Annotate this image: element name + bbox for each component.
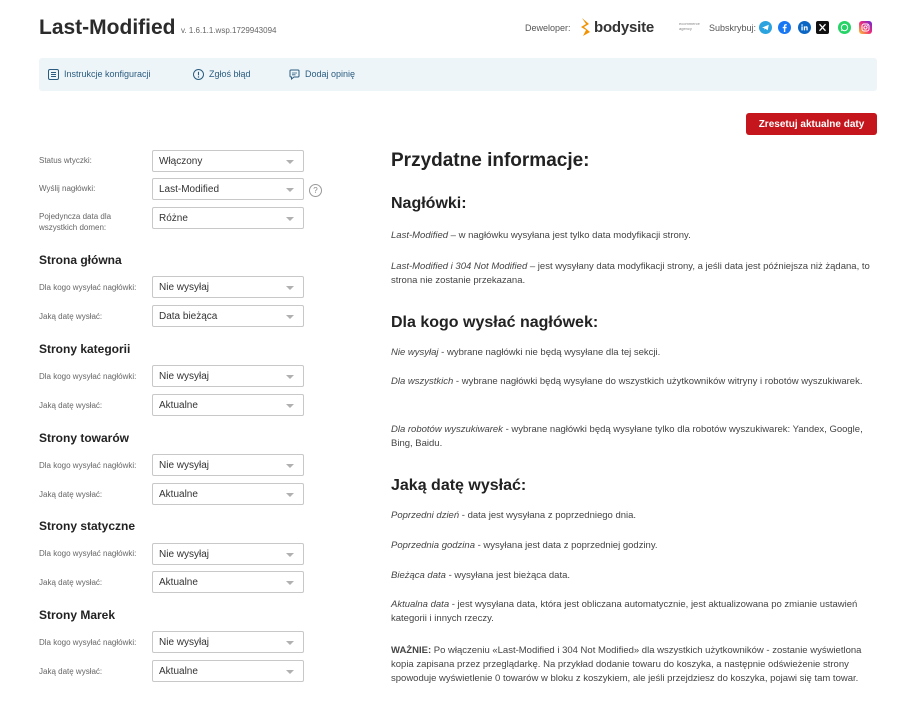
info-term: Poprzedni dzień (391, 510, 460, 521)
info-title: Przydatne informacje: (391, 150, 590, 171)
page-header (39, 14, 879, 46)
info-text: - wysyłana jest bieżąca data. (445, 570, 571, 581)
version-label: v. 1.6.1.1.wsp.1729943094 (181, 26, 277, 35)
help-icon[interactable]: ? (309, 184, 322, 197)
categories-who-select[interactable] (152, 365, 304, 387)
telegram-icon[interactable] (759, 21, 772, 34)
select-value: Aktualne (159, 489, 198, 500)
list-icon (48, 69, 59, 80)
chevron-down-icon (286, 670, 294, 674)
section-title-static: Strony statyczne (39, 519, 136, 533)
subscribe-label: Subskrybuj: (709, 23, 757, 33)
who-label: Dla kogo wysyłać nagłówki: (39, 638, 137, 647)
x-icon[interactable] (816, 21, 829, 34)
date-label: Jaką datę wysłać: (39, 312, 103, 321)
section-title-categories: Strony kategorii (39, 342, 131, 356)
chevron-down-icon (286, 641, 294, 645)
info-text: - data jest wysyłana z poprzedniego dnia. (459, 510, 637, 521)
products-date-select[interactable] (152, 483, 304, 505)
single-date-label: Pojedyncza data dla wszystkich domen: (39, 212, 112, 232)
info-paragraph (391, 346, 881, 360)
info-paragraph (391, 598, 881, 626)
chevron-down-icon (286, 464, 294, 468)
headers-value: Last-Modified (159, 184, 220, 195)
static-date-select[interactable] (152, 571, 304, 593)
date-label: Jaką datę wysłać: (39, 667, 103, 676)
info-paragraph (391, 539, 881, 553)
home-date-select[interactable] (152, 305, 304, 327)
developer-label: Deweloper: (525, 23, 571, 33)
select-value: Aktualne (159, 577, 198, 588)
select-value: Aktualne (159, 666, 198, 677)
chevron-down-icon (286, 493, 294, 497)
status-value: Włączony (159, 156, 203, 167)
select-value: Aktualne (159, 400, 198, 411)
info-text: – w nagłówku wysyłana jest tylko data modyfikacji strony. (448, 230, 691, 241)
info-paragraph (391, 509, 881, 523)
who-label: Dla kogo wysyłać nagłówki: (39, 283, 137, 292)
headers-info-title: Nagłówki: (391, 195, 467, 212)
info-term: Last-Modified (391, 230, 449, 241)
section-title-home: Strona główna (39, 253, 122, 267)
status-select[interactable] (152, 150, 304, 172)
info-text: - wybrane nagłówki będą wysyłane do wszystkich użytkowników witryny i robotów wyszukiwarek. (453, 376, 863, 387)
who-label: Dla kogo wysyłać nagłówki: (39, 461, 137, 470)
brands-who-select[interactable] (152, 631, 304, 653)
info-term: Bieżąca data (391, 570, 446, 581)
select-value: Nie wysyłaj (159, 282, 210, 293)
facebook-icon[interactable] (778, 21, 791, 34)
info-text: - jest wysyłana data, która jest obliczana automatycznie, jest aktualizowana po zmianie ustawień kategorii i innych rzeczy. (391, 599, 858, 624)
info-term: Dla wszystkich (391, 376, 454, 387)
reset-dates-button[interactable]: Zresetuj aktualne daty (746, 113, 877, 135)
info-term: Poprzednia godzina (391, 540, 475, 551)
who-label: Dla kogo wysyłać nagłówki: (39, 549, 137, 558)
status-label: Status wtyczki: (39, 156, 92, 165)
date-label: Jaką datę wysłać: (39, 401, 103, 410)
whatsapp-icon[interactable] (838, 21, 851, 34)
alert-icon (193, 69, 204, 80)
info-paragraph (391, 229, 881, 243)
brand-subtitle: ecommerce agency (679, 21, 700, 31)
select-value: Data bieżąca (159, 311, 218, 322)
date-label: Jaką datę wysłać: (39, 578, 103, 587)
help-toolbar (39, 58, 877, 91)
bodysite-mark-icon (580, 18, 592, 36)
chevron-down-icon (286, 404, 294, 408)
section-title-products: Strony towarów (39, 431, 130, 445)
important-note (391, 644, 881, 686)
info-text: - wybrane nagłówki nie będą wysyłane dla tej sekcji. (438, 347, 661, 358)
select-value: Nie wysyłaj (159, 549, 210, 560)
home-who-select[interactable] (152, 276, 304, 298)
single-date-value: Różne (159, 213, 188, 224)
config-instructions-label: Instrukcje konfiguracji (64, 69, 151, 79)
info-term: WAŻNIE: (391, 645, 432, 656)
who-info-title: Dla kogo wysłać nagłówek: (391, 314, 599, 331)
info-term: Dla robotów wyszukiwarek (391, 424, 503, 435)
chevron-down-icon (286, 217, 294, 221)
select-value: Nie wysyłaj (159, 460, 210, 471)
chevron-down-icon (286, 286, 294, 290)
single-date-select[interactable] (152, 207, 304, 229)
report-bug-label: Zgłoś błąd (209, 69, 251, 79)
info-paragraph (391, 260, 881, 288)
app-title: Last-Modified (39, 16, 176, 39)
chevron-down-icon (286, 581, 294, 585)
info-paragraph (391, 569, 881, 583)
info-term: Aktualna data (391, 599, 450, 610)
linkedin-icon[interactable] (798, 21, 811, 34)
info-text: Po włączeniu «Last-Modified i 304 Not Modified» dla wszystkich użytkowników - zostanie wyświetlona kopia zapisana przez przeglądarkę. Na przykład dodanie towaru do koszyka, a następnie odświeżenie strony spowoduje wyświetlenie 0 towarów w bloku z koszykiem, ale jeśli przejdziesz do koszyka, pojawi się tam towar. (391, 645, 862, 684)
comment-icon (289, 69, 300, 80)
who-label: Dla kogo wysyłać nagłówki: (39, 372, 137, 381)
chevron-down-icon (286, 553, 294, 557)
chevron-down-icon (286, 375, 294, 379)
headers-select[interactable] (152, 178, 304, 200)
section-title-brands: Strony Marek (39, 608, 116, 622)
select-value: Nie wysyłaj (159, 371, 210, 382)
chevron-down-icon (286, 315, 294, 319)
chevron-down-icon (286, 188, 294, 192)
select-value: Nie wysyłaj (159, 637, 210, 648)
chevron-down-icon (286, 160, 294, 164)
info-text: - wysyłana jest data z poprzedniej godziny. (474, 540, 658, 551)
info-term: Last-Modified i 304 Not Modified (391, 261, 528, 272)
info-term: Nie wysyłaj (391, 347, 439, 358)
instagram-icon[interactable] (859, 21, 872, 34)
brands-date-select[interactable] (152, 660, 304, 682)
info-paragraph (391, 375, 881, 389)
date-label: Jaką datę wysłać: (39, 490, 103, 499)
static-who-select[interactable] (152, 543, 304, 565)
products-who-select[interactable] (152, 454, 304, 476)
categories-date-select[interactable] (152, 394, 304, 416)
info-paragraph (391, 423, 881, 451)
add-review-label: Dodaj opinię (305, 69, 356, 79)
info-text: – jest wysyłany data modyfikacji strony, a jeśli data jest późniejsza niż żądana, to strona nie zostanie przekazana. (391, 261, 870, 286)
date-info-title: Jaką datę wysłać: (391, 477, 527, 494)
info-text: - wybrane nagłówki będą wysyłane tylko dla robotów wyszukiwarek: Yandex, Google, Bing, Baidu. (391, 424, 863, 449)
brand-name: bodysite (594, 19, 655, 36)
headers-label: Wyślij nagłówki: (39, 184, 96, 193)
